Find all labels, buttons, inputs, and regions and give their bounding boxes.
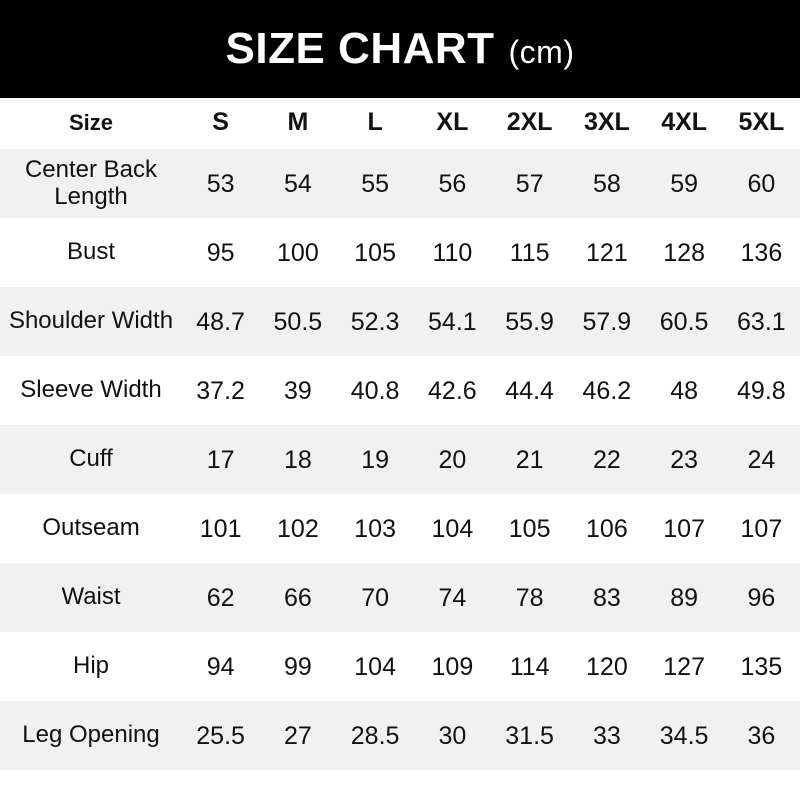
row-label: Center Back Length (0, 149, 182, 218)
cell: 27 (259, 701, 336, 770)
row-label: Hip (0, 632, 182, 701)
cell: 19 (337, 425, 414, 494)
cell: 89 (646, 563, 723, 632)
table-row (0, 356, 800, 425)
chart-title-bar (0, 0, 800, 98)
column-header-xl: XL (414, 98, 491, 149)
cell: 83 (568, 563, 645, 632)
cell: 105 (337, 218, 414, 287)
size-chart-table (0, 98, 800, 770)
row-label: Leg Opening (0, 701, 182, 770)
cell: 17 (182, 425, 259, 494)
cell: 121 (568, 218, 645, 287)
cell: 102 (259, 494, 336, 563)
unit-label: (cm) (508, 33, 575, 70)
cell: 55 (337, 149, 414, 218)
cell: 106 (568, 494, 645, 563)
cell: 104 (337, 632, 414, 701)
cell: 100 (259, 218, 336, 287)
cell: 60.5 (646, 287, 723, 356)
cell: 21 (491, 425, 568, 494)
column-header-4xl: 4XL (646, 98, 723, 149)
cell: 104 (414, 494, 491, 563)
table-row (0, 287, 800, 356)
row-label: Cuff (0, 425, 182, 494)
cell: 105 (491, 494, 568, 563)
cell: 94 (182, 632, 259, 701)
cell: 60 (723, 149, 800, 218)
cell: 107 (723, 494, 800, 563)
table-row (0, 701, 800, 770)
cell: 58 (568, 149, 645, 218)
cell: 34.5 (646, 701, 723, 770)
cell: 127 (646, 632, 723, 701)
cell: 101 (182, 494, 259, 563)
cell: 39 (259, 356, 336, 425)
cell: 74 (414, 563, 491, 632)
row-label: Shoulder Width (0, 287, 182, 356)
cell: 99 (259, 632, 336, 701)
column-header-size: Size (0, 98, 182, 149)
cell: 36 (723, 701, 800, 770)
cell: 24 (723, 425, 800, 494)
cell: 59 (646, 149, 723, 218)
column-header-s: S (182, 98, 259, 149)
column-header-3xl: 3XL (568, 98, 645, 149)
cell: 50.5 (259, 287, 336, 356)
cell: 136 (723, 218, 800, 287)
column-header-l: L (337, 98, 414, 149)
table-row (0, 494, 800, 563)
cell: 128 (646, 218, 723, 287)
cell: 66 (259, 563, 336, 632)
cell: 78 (491, 563, 568, 632)
table-row (0, 149, 800, 218)
cell: 54 (259, 149, 336, 218)
table-row (0, 218, 800, 287)
cell: 107 (646, 494, 723, 563)
cell: 28.5 (337, 701, 414, 770)
cell: 103 (337, 494, 414, 563)
row-label: Bust (0, 218, 182, 287)
table-header (0, 98, 800, 149)
cell: 44.4 (491, 356, 568, 425)
cell: 20 (414, 425, 491, 494)
cell: 57 (491, 149, 568, 218)
cell: 22 (568, 425, 645, 494)
cell: 63.1 (723, 287, 800, 356)
table-row (0, 425, 800, 494)
cell: 62 (182, 563, 259, 632)
cell: 52.3 (337, 287, 414, 356)
table-row (0, 563, 800, 632)
column-header-2xl: 2XL (491, 98, 568, 149)
cell: 110 (414, 218, 491, 287)
row-label: Waist (0, 563, 182, 632)
cell: 33 (568, 701, 645, 770)
table-body (0, 149, 800, 770)
row-label: Sleeve Width (0, 356, 182, 425)
cell: 42.6 (414, 356, 491, 425)
cell: 53 (182, 149, 259, 218)
cell: 70 (337, 563, 414, 632)
cell: 57.9 (568, 287, 645, 356)
cell: 48 (646, 356, 723, 425)
cell: 115 (491, 218, 568, 287)
cell: 120 (568, 632, 645, 701)
cell: 49.8 (723, 356, 800, 425)
cell: 56 (414, 149, 491, 218)
cell: 25.5 (182, 701, 259, 770)
cell: 23 (646, 425, 723, 494)
cell: 18 (259, 425, 336, 494)
page-title: SIZE CHART (225, 24, 495, 73)
cell: 37.2 (182, 356, 259, 425)
cell: 135 (723, 632, 800, 701)
row-label: Outseam (0, 494, 182, 563)
column-header-5xl: 5XL (723, 98, 800, 149)
table-row (0, 632, 800, 701)
cell: 40.8 (337, 356, 414, 425)
cell: 48.7 (182, 287, 259, 356)
cell: 54.1 (414, 287, 491, 356)
cell: 109 (414, 632, 491, 701)
cell: 95 (182, 218, 259, 287)
cell: 96 (723, 563, 800, 632)
cell: 46.2 (568, 356, 645, 425)
cell: 114 (491, 632, 568, 701)
cell: 55.9 (491, 287, 568, 356)
column-header-m: M (259, 98, 336, 149)
header-row (0, 98, 800, 149)
cell: 31.5 (491, 701, 568, 770)
cell: 30 (414, 701, 491, 770)
